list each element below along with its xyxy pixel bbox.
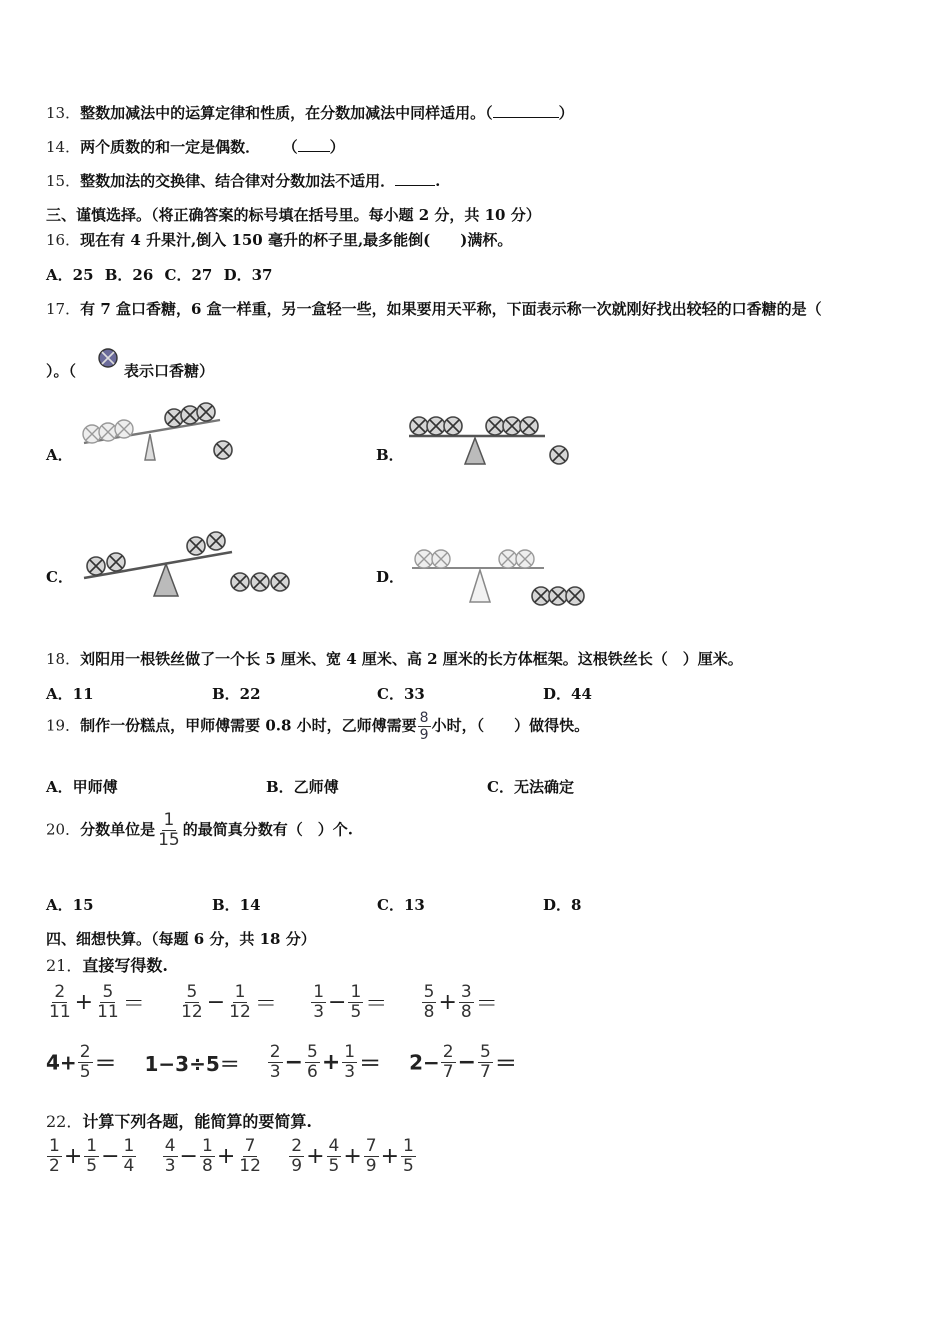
expression: 1−3÷5＝ [144,1052,240,1076]
operator: + [216,1144,236,1169]
option-d[interactable]: D．37 [223,266,273,284]
denominator: 12 [229,1002,251,1022]
operator: + [306,1144,325,1169]
balance-d-image[interactable] [408,540,608,614]
denominator: 7 [442,1062,454,1082]
question-text: 整数加法的交换律、结合律对分数加法不适用． [80,172,396,190]
fraction-8-9 [418,711,431,742]
bracket: （ [290,138,298,156]
equals: ＝ [494,1052,517,1077]
question-text: 分数单位是 [80,820,156,839]
question-20 [46,812,353,849]
denominator: 3 [344,1062,356,1082]
denominator: 7 [480,1062,491,1082]
option-a-label[interactable]: A． [46,446,73,464]
expression [46,1044,118,1081]
numerator: 3 [460,982,472,1002]
whole-part: 4+ [46,1050,77,1075]
denominator: 8 [201,1156,213,1176]
gum-icon [96,346,122,370]
expression [288,1138,417,1175]
question-number: 21． [46,956,83,975]
expression [178,984,278,1021]
question-18 [46,648,743,669]
numerator: 1 [344,1042,356,1062]
numerator: 1 [234,982,246,1002]
operator: + [321,1050,341,1075]
denominator: 3 [313,1002,325,1022]
whole-part: 2− [409,1050,440,1075]
denominator: 11 [97,1002,119,1022]
numerator: 1 [163,810,175,830]
denominator: 2 [49,1156,60,1176]
question-21 [46,953,168,976]
question-19 [46,711,589,742]
expression [162,1138,264,1175]
question-17-line2 [46,360,76,381]
denominator: 3 [164,1156,176,1176]
expression [46,984,146,1021]
numerator: 1 [403,1136,414,1156]
q19-option-a[interactable]: A．甲师傅 [46,778,118,796]
denominator: 12 [239,1156,261,1176]
denominator: 5 [403,1156,414,1176]
bracket: ） [329,138,345,156]
q16-options [46,264,273,285]
numerator: 5 [102,982,114,1002]
numerator: 1 [350,982,362,1002]
section-3-heading: 三、谨慎选择。（将正确答案的标号填在括号里。每小题 2 分，共 10 分） [46,206,541,224]
q21-row-1 [46,984,525,1021]
numerator: 2 [442,1042,454,1062]
q20-option-b[interactable]: B．14 [212,896,261,914]
numerator: 1 [123,1136,135,1156]
bracket: ）。（ [46,362,77,380]
numerator: 1 [313,982,325,1002]
denominator: 8 [423,1002,435,1022]
q18-option-d[interactable]: D．44 [543,685,592,703]
period: . [435,172,441,190]
expression [310,984,388,1021]
question-text: 的最简真分数有（ ）个. [182,820,353,839]
denominator: 8 [460,1002,472,1022]
gum-legend-text: 表示口香糖） [124,362,215,380]
numerator: 1 [49,1136,60,1156]
numerator: 5 [480,1042,491,1062]
numerator: 7 [365,1136,377,1156]
denominator: 15 [158,830,180,850]
expression [421,984,499,1021]
expression [409,1044,518,1081]
question-17 [46,298,822,319]
bracket: ） [558,104,574,122]
question-number: 18． [46,650,81,668]
equals: ＝ [365,992,388,1017]
question-text: 计算下列各题，能简算的要简算. [82,1112,312,1131]
q21-row-2 [46,1044,544,1081]
question-16 [46,229,512,250]
expression [267,1044,382,1081]
question-number: 16． [46,231,81,249]
question-text: 整数加减法中的运算定律和性质，在分数加减法中同样适用。（ [80,104,493,122]
answer-blank[interactable] [395,171,435,186]
denominator: 9 [291,1156,303,1176]
answer-blank[interactable] [298,137,330,152]
denominator: 11 [49,1002,71,1022]
denominator: 5 [328,1156,340,1176]
numerator: 2 [54,982,66,1002]
question-text: 两个质数的和一定是偶数． [80,138,261,156]
question-22 [46,1109,312,1132]
operator: + [63,1144,83,1169]
equals: ＝ [254,992,277,1017]
question-number: 19． [46,716,81,735]
balance-a-image[interactable] [80,398,250,468]
denominator: 5 [350,1002,362,1022]
q20-option-c[interactable]: C．13 [377,896,425,914]
question-number: 15． [46,172,81,190]
numerator: 4 [164,1136,176,1156]
question-text: 直接写得数. [82,956,168,975]
numerator: 2 [291,1136,303,1156]
equals: ＝ [122,992,145,1017]
balance-b-image[interactable] [405,406,585,470]
numerator: 2 [79,1042,91,1062]
equals: ＝ [359,1052,382,1077]
question-text: 刘阳用一根铁丝做了一个长 5 厘米、宽 4 厘米、高 2 厘米的长方体框架。这根铁丝长（ ）厘米。 [80,650,743,668]
numerator: 2 [269,1042,281,1062]
operator: + [380,1144,400,1169]
question-number: 17． [46,300,81,318]
denominator: 9 [419,727,429,743]
operator: − [328,990,347,1015]
question-14 [46,136,345,157]
operator: − [457,1050,477,1075]
question-text: 现在有 4 升果汁,倒入 150 毫升的杯子里,最多能倒( )满杯。 [80,231,513,249]
balance-c-image[interactable] [80,526,310,600]
question-number: 13． [46,104,81,122]
answer-blank[interactable] [493,103,559,118]
option-a[interactable]: A．25 [46,266,94,284]
q20-option-d[interactable]: D．8 [543,896,582,914]
q20-option-a[interactable]: A．15 [46,896,94,914]
operator: − [101,1144,120,1169]
fraction-1-15 [156,812,182,849]
operator: + [343,1144,362,1169]
question-number: 14． [46,138,81,156]
numerator: 8 [419,710,429,726]
operator: + [438,990,457,1015]
denominator: 5 [79,1062,91,1082]
question-13 [46,102,574,123]
option-b[interactable]: B．26 [104,266,154,284]
q18-option-a[interactable]: A．11 [46,685,94,703]
numerator: 4 [328,1136,340,1156]
operator: + [74,990,94,1015]
numerator: 1 [86,1136,98,1156]
question-number: 20． [46,820,81,839]
expression [46,1138,137,1175]
numerator: 7 [244,1136,256,1156]
option-c[interactable]: C．27 [164,266,213,284]
q18-option-c[interactable]: C．33 [377,685,425,703]
numerator: 5 [307,1042,318,1062]
q22-row [46,1138,443,1175]
question-text: 有 7 盒口香糖，6 盒一样重，另一盒轻一些，如果要用天平称，下面表示称一次就刚好找出较轻的口香糖的是（ [80,300,822,318]
equals: ＝ [475,992,498,1017]
question-text: 小时，（ ）做得快。 [431,716,590,735]
denominator: 12 [181,1002,203,1022]
q19-option-c[interactable]: C．无法确定 [487,778,574,796]
denominator: 4 [123,1156,135,1176]
denominator: 6 [307,1062,318,1082]
option-d-label[interactable]: D． [376,568,405,586]
equals: ＝ [94,1052,117,1077]
q18-option-b[interactable]: B．22 [212,685,261,703]
numerator: 1 [201,1136,213,1156]
question-15 [46,170,440,191]
operator: − [179,1144,198,1169]
operator: − [206,990,226,1015]
numerator: 5 [186,982,198,1002]
numerator: 5 [423,982,435,1002]
section-4-heading: 四、细想快算。（每题 6 分，共 18 分） [46,930,316,948]
denominator: 9 [365,1156,377,1176]
question-text: 制作一份糕点，甲师傅需要 0.8 小时，乙师傅需要 [80,716,417,735]
option-b-label[interactable]: B． [376,446,404,464]
operator: − [284,1050,303,1075]
denominator: 3 [269,1062,281,1082]
q19-option-b[interactable]: B．乙师傅 [266,778,339,796]
denominator: 5 [86,1156,98,1176]
question-number: 22． [46,1112,83,1131]
option-c-label[interactable]: C． [46,568,73,586]
